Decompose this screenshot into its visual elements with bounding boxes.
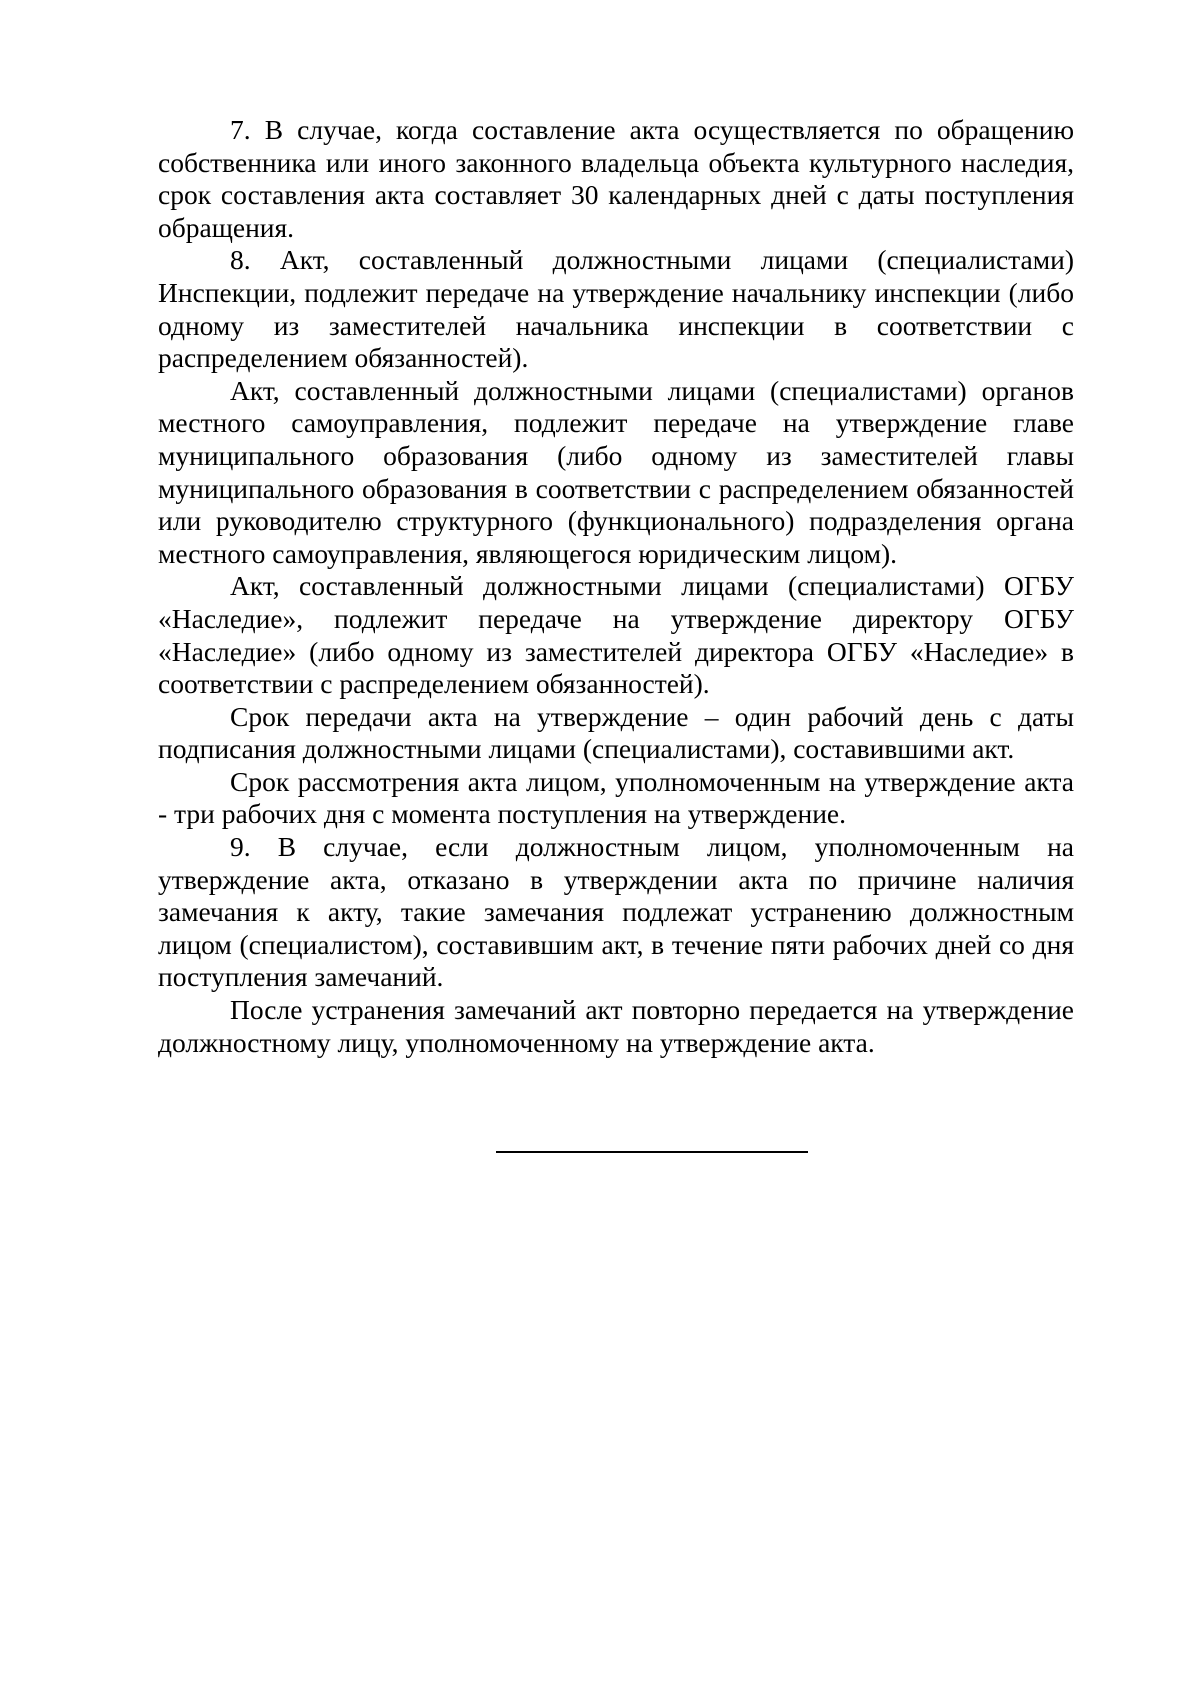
paragraph-transfer-deadline: Срок передачи акта на утверждение – один рабочий день с даты подписания должностными лицами (специалистами), составившими акт. [158, 700, 1074, 765]
end-of-text-rule [496, 1151, 808, 1153]
paragraph-item-9: 9. В случае, если должностным лицом, уполномоченным на утверждение акта, отказано в утверждении акта по причине наличия замечания к акту, такие замечания подлежат устранению должностным лицом (специалистом), составившим акт, в течение пяти рабочих дней со дня поступления замечаний. [158, 831, 1074, 993]
paragraph-resubmission: После устранения замечаний акт повторно передается на утверждение должностному лицу, уполномоченному на утверждение акта. [158, 994, 1074, 1058]
paragraph-nasledie-act: Акт, составленный должностными лицами (специалистами) ОГБУ «Наследие», подлежит передаче на утверждение директору ОГБУ «Наследие» (либо одному из заместителей директора ОГБУ «Наследие» в соответствии с распределением обязанностей). [158, 570, 1074, 700]
paragraph-review-deadline: Срок рассмотрения акта лицом, уполномоченным на утверждение акта - три рабочих дня с момента поступления на утверждение. [158, 765, 1074, 830]
paragraph-local-government-act: Акт, составленный должностными лицами (специалистами) органов местного самоуправления, подлежит передаче на утверждение главе муниципального образования (либо одному из заместителей главы муниципального образования в соответствии с распределением обязанностей или руководителю структурного (функционального) подразделения органа местного самоуправления, являющегося юридическим лицом). [158, 374, 1074, 569]
paragraph-item-7: 7. В случае, когда составление акта осуществляется по обращению собственника или иного законного владельца объекта культурного наследия, срок составления акта составляет 30 календарных дней с даты поступления обращения. [158, 114, 1074, 243]
document-body [158, 114, 1074, 1059]
paragraph-item-8: 8. Акт, составленный должностными лицами (специалистами) Инспекции, подлежит передаче на утверждение начальнику инспекции (либо одному из заместителей начальника инспекции в соответствии с распределением обязанностей). [158, 244, 1074, 374]
